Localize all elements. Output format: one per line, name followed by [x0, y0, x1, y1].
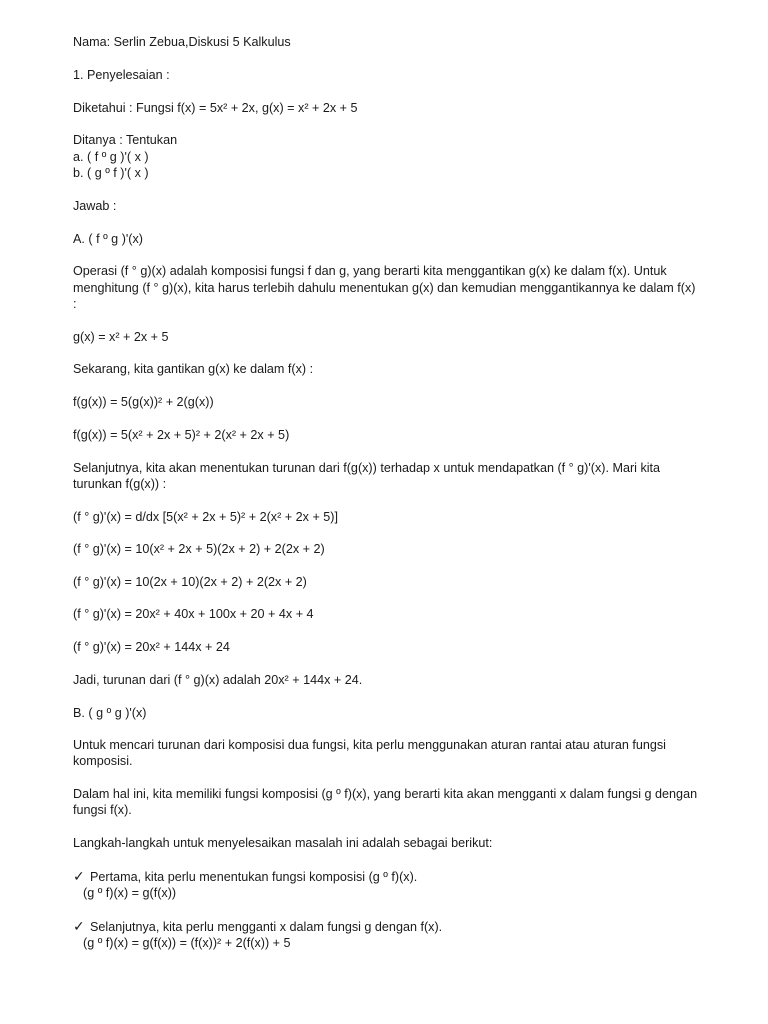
next-sentence-line-2: turunkan f(g(x)) :	[73, 477, 167, 491]
name-line: Nama: Serlin Zebua,Diskusi 5 Kalkulus	[73, 35, 291, 49]
problem-number: 1. Penyelesaian :	[73, 68, 170, 82]
substitute-sentence: Sekarang, kita gantikan g(x) ke dalam f(x) :	[73, 362, 314, 376]
g-definition: g(x) = x² + 2x + 5	[73, 330, 169, 344]
bullet-1-text: Pertama, kita perlu menentukan fungsi komposisi (g º f)(x).	[90, 870, 418, 884]
derivative-step-4: (f ° g)'(x) = 20x² + 40x + 100x + 20 + 4x + 4	[73, 607, 314, 621]
asked-item-a: a. ( f º g )'( x )	[73, 150, 149, 164]
part-b-intro-line-1: Untuk mencari turunan dari komposisi dua fungsi, kita perlu menggunakan aturan rantai atau aturan fungsi	[73, 738, 666, 752]
answer-title: Jawab :	[73, 199, 117, 213]
part-b-case-line-2: fungsi f(x).	[73, 803, 132, 817]
part-b-heading: B. ( g º g )'(x)	[73, 706, 147, 720]
given-statement: Diketahui : Fungsi f(x) = 5x² + 2x, g(x) = x² + 2x + 5	[73, 101, 358, 115]
checkmark-icon: ✓	[73, 868, 85, 884]
checkmark-icon: ✓	[73, 918, 85, 934]
bullet-1	[73, 868, 417, 886]
fg-equation-2: f(g(x)) = 5(x² + 2x + 5)² + 2(x² + 2x + 5)	[73, 428, 290, 442]
fg-equation-1: f(g(x)) = 5(g(x))² + 2(g(x))	[73, 395, 214, 409]
part-b-intro-line-2: komposisi.	[73, 754, 133, 768]
bullet-2-text: Selanjutnya, kita perlu mengganti x dalam fungsi g dengan f(x).	[90, 920, 443, 934]
steps-title: Langkah-langkah untuk menyelesaikan masalah ini adalah sebagai berikut:	[73, 836, 493, 850]
part-a-intro-line-1: Operasi (f ° g)(x) adalah komposisi fungsi f dan g, yang berarti kita menggantikan g(x) ke dalam f(x). Untuk	[73, 264, 667, 278]
part-a-intro-line-3: :	[73, 297, 77, 311]
part-b-case-line-1: Dalam hal ini, kita memiliki fungsi komposisi (g º f)(x), yang berarti kita akan mengganti x dalam fungsi g dengan	[73, 787, 698, 801]
derivative-step-2: (f ° g)'(x) = 10(x² + 2x + 5)(2x + 2) + 2(2x + 2)	[73, 542, 325, 556]
derivative-step-5: (f ° g)'(x) = 20x² + 144x + 24	[73, 640, 230, 654]
asked-title: Ditanya : Tentukan	[73, 133, 178, 147]
bullet-2-equation: (g º f)(x) = g(f(x)) = (f(x))² + 2(f(x)) + 5	[83, 936, 291, 950]
next-sentence-line-1: Selanjutnya, kita akan menentukan turunan dari f(g(x)) terhadap x untuk mendapatkan (f ° g)'(x). Mari kita	[73, 461, 661, 475]
part-a-intro-line-2: menghitung (f ° g)(x), kita harus terlebih dahulu menentukan g(x) dan kemudian menggantikannya ke dalam f(x)	[73, 281, 696, 295]
part-a-conclusion: Jadi, turunan dari (f ° g)(x) adalah 20x² + 144x + 24.	[73, 673, 363, 687]
derivative-step-1: (f ° g)'(x) = d/dx [5(x² + 2x + 5)² + 2(x² + 2x + 5)]	[73, 510, 338, 524]
asked-item-b: b. ( g º f )'( x )	[73, 166, 149, 180]
derivative-step-3: (f ° g)'(x) = 10(2x + 10)(2x + 2) + 2(2x + 2)	[73, 575, 307, 589]
bullet-1-equation: (g º f)(x) = g(f(x))	[83, 886, 177, 900]
part-a-heading: A. ( f º g )'(x)	[73, 232, 143, 246]
bullet-2	[73, 918, 442, 936]
